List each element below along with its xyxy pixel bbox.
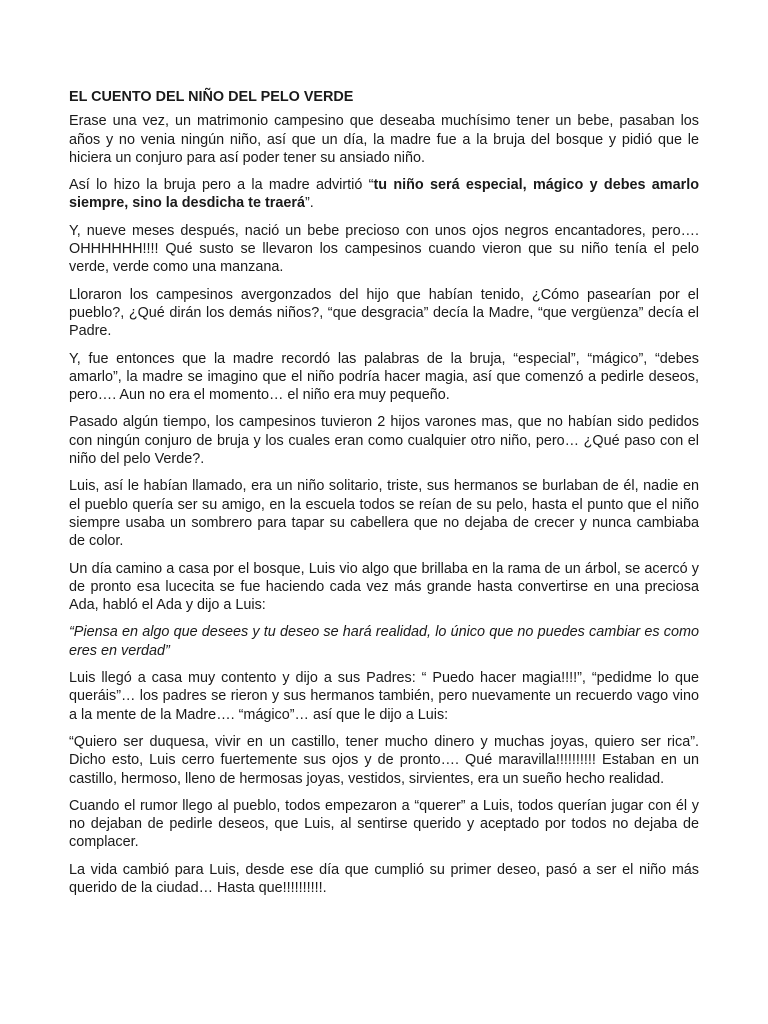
fairy-quote-paragraph: “Piensa en algo que desees y tu deseo se hará realidad, lo único que no puedes cambiar es como eres en verdad” <box>69 624 699 659</box>
paragraph-8: Un día camino a casa por el bosque, Luis vio algo que brillaba en la rama de un árbol, se acercó y de pronto esa lucecita se fue haciendo cada vez más grande hasta convertirse en una preciosa Ada, habló el Ada y dijo a Luis: <box>69 560 699 614</box>
paragraph-11: “Quiero ser duquesa, vivir en un castillo, tener mucho dinero y muchas joyas, quiero ser rica”. Dicho esto, Luis cerro fuertemente sus ojos y de pronto…. Qué maravilla!!!!!!!!!! Estaban en un castillo, hermoso, lleno de hermosas joyas, vestidos, sirvientes, era un sueño hecho realidad. <box>69 733 699 787</box>
document-page <box>69 82 699 906</box>
paragraph-5: Y, fue entonces que la madre recordó las palabras de la bruja, “especial”, “mágico”, “debes amarlo”, la madre se imagino que el niño podría hacer magia, así que comenzó a pedirle deseos, pero…. Aun no era el momento… el niño era muy pequeño. <box>69 350 699 404</box>
paragraph-1: Erase una vez, un matrimonio campesino que deseaba muchísimo tener un bebe, pasaban los años y no venia ningún niño, así que un día, la madre fue a la bruja del bosque y pidió que le hiciera un conjuro para así poder tener su ansiado niño. <box>69 113 699 166</box>
witch-warning-quote: tu niño será especial, mágico y debes amarlo siempre, sino la desdicha te traerá <box>69 177 699 212</box>
paragraph-12: Cuando el rumor llego al pueblo, todos empezaron a “querer” a Luis, todos querían jugar con él y no dejaban de pedirle deseos, que Luis, al sentirse querido y aceptado por todos no dejaba de complacer. <box>69 797 699 851</box>
paragraph-2-intro: Así lo hizo la bruja pero a la madre advirtió “ <box>69 177 374 194</box>
paragraph-4: Lloraron los campesinos avergonzados del hijo que habían tenido, ¿Cómo pasearían por el pueblo?, ¿Qué dirán los demás niños?, “que desgracia” decía la Madre, “que vergüenza” decía el Padre. <box>69 286 699 340</box>
paragraph-2-end: ”. <box>304 195 314 212</box>
paragraph-6: Pasado algún tiempo, los campesinos tuvieron 2 hijos varones mas, que no habían sido pedidos con ningún conjuro de bruja y los cuales eran como cualquier otro niño, pero… ¿Qué paso con el niño del pelo Verde?. <box>69 414 699 468</box>
paragraph-7: Luis, así le habían llamado, era un niño solitario, triste, sus hermanos se burlaban de él, nadie en el pueblo quería ser su amigo, en la escuela todos se reían de su pelo, hasta el punto que el niño siempre usaba un sombrero para tapar su cabellera que no dejaba de crecer y nunca cambiaba de color. <box>69 478 699 550</box>
paragraph-2 <box>69 176 699 213</box>
paragraph-13: La vida cambió para Luis, desde ese día que cumplió su primer deseo, pasó a ser el niño más querido de la ciudad… Hasta que!!!!!!!!!!. <box>69 861 699 896</box>
paragraph-3: Y, nueve meses después, nació un bebe precioso con unos ojos negros encantadores, pero…. OHHHHHH!!!! Qué susto se llevaron los campesinos cuando vieron que su niño tenía el pelo verde, verde como una manzana. <box>69 222 699 276</box>
paragraph-10: Luis llegó a casa muy contento y dijo a sus Padres: “ Puedo hacer magia!!!!”, “pedidme lo que queráis”… los padres se rieron y sus hermanos también, pero nuevamente un recuerdo vago vino a la mente de la Madre…. “mágico”… así que le dijo a Luis: <box>69 670 699 723</box>
document-title: EL CUENTO DEL NIÑO DEL PELO VERDE <box>69 89 354 105</box>
